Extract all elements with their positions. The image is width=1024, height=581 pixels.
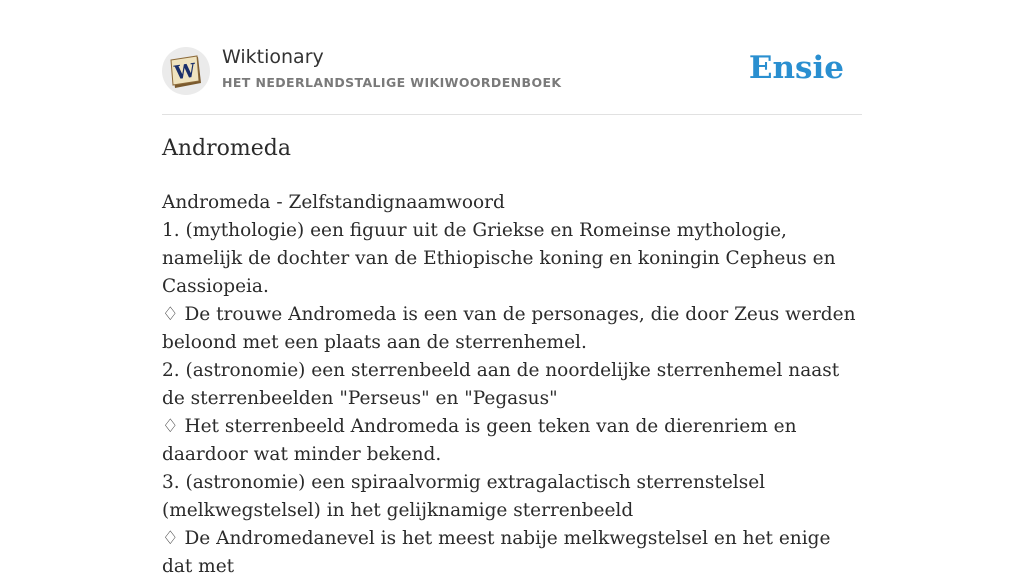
definition-3: 3. (astronomie) een spiraalvormig extragalactisch sterrenstelsel (melkwegstelsel) in het gelijknamige sterrenbeeld (162, 472, 766, 521)
site-tagline: HET NEDERLANDSTALIGE WIKIWOORDENBOEK (222, 75, 562, 90)
definition-body (162, 189, 862, 581)
example-3: ♢ De Andromedanevel is het meest nabije melkwegstelsel en het enige dat met (162, 528, 831, 577)
svg-text:W: W (173, 59, 198, 85)
example-2: ♢ Het sterrenbeeld Andromeda is geen teken van de dierenriem en daardoor wat minder bekend. (162, 416, 797, 465)
w-tile-icon (162, 47, 210, 95)
site-header (162, 44, 862, 115)
site-name[interactable]: Wiktionary (222, 46, 324, 68)
example-1: ♢ De trouwe Andromeda is een van de personages, die door Zeus werden beloond met een plaats aan de sterrenhemel. (162, 304, 856, 353)
wiktionary-logo-icon[interactable] (162, 47, 210, 95)
ensie-brand-logo[interactable]: Ensie (748, 50, 844, 86)
entry-heading: Andromeda - Zelfstandignaamwoord (162, 192, 505, 213)
definition-1: 1. (mythologie) een figuur uit de Griekse en Romeinse mythologie, namelijk de dochter van de Ethiopische koning en koningin Cepheus en Cassiopeia. (162, 220, 836, 297)
definition-2: 2. (astronomie) een sterrenbeeld aan de noordelijke sterrenhemel naast de sterrenbeelden "Perseus" en "Pegasus" (162, 360, 840, 409)
page-title: Andromeda (162, 136, 291, 161)
